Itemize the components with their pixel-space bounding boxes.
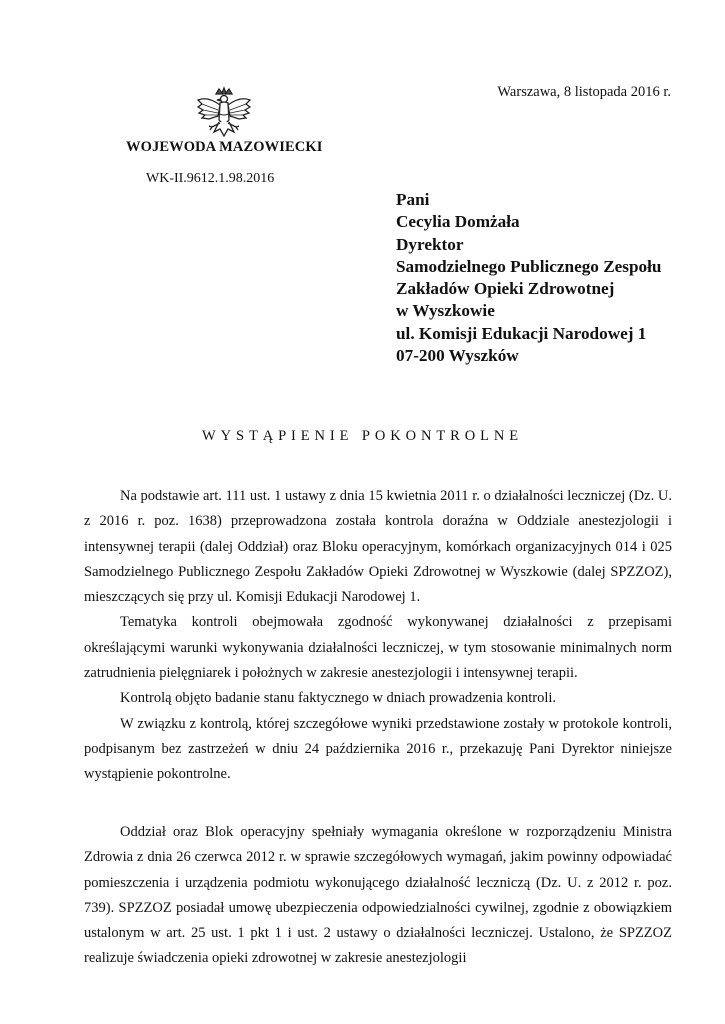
recipient-line: Cecylia Domżała bbox=[396, 212, 520, 232]
recipient-line: w Wyszkowie bbox=[396, 301, 495, 321]
recipient-address bbox=[396, 189, 661, 367]
recipient-line: Dyrektor bbox=[396, 234, 464, 254]
recipient-line: Zakładów Opieki Zdrowotnej bbox=[396, 279, 615, 299]
body-paragraph: W związku z kontrolą, której szczegółowe wyniki przedstawione zostały w protokole kontroli, podpisanym bez zastrzeżeń w dniu 24 października 2016 r., przekazuję Pani Dyrektor niniejsze wystąpienie pokontrolne. bbox=[84, 715, 672, 783]
body-paragraph: Kontrolą objęto badanie stanu faktycznego w dniach prowadzenia kontroli. bbox=[120, 690, 557, 707]
body-paragraph: Na podstawie art. 111 ust. 1 ustawy z dnia 15 kwietnia 2011 r. o działalności leczniczej (Dz. U. z 2016 r. poz. 1638) przeprowadzona została kontrola doraźna w Oddziale anestezjologii i intensywnej terapii (dalej Oddział) oraz Bloku operacyjnym, komórkach organizacyjnych 014 i 025 Samodzielnego Publicznego Zespołu Zakładów Opieki Zdrowotnej w Wyszkowie (dalej SPZZOZ), mieszczących się przy ul. Komisji Edukacji Narodowej 1. bbox=[84, 488, 672, 606]
recipient-line: Pani bbox=[396, 190, 430, 209]
reference-number: WK-II.9612.1.98.2016 bbox=[146, 171, 275, 186]
letter-date: Warszawa, 8 listopada 2016 r. bbox=[497, 84, 671, 100]
document-heading: WYSTĄPIENIE POKONTROLNE bbox=[202, 428, 523, 444]
document-body-continued bbox=[84, 820, 672, 972]
body-paragraph: Tematyka kontroli obejmowała zgodność wykonywanej działalności z przepisami określającymi warunki wykonywania działalności leczniczej, w tym stosowanie minimalnych norm zatrudnienia pielęgniarek i położnych w zakresie anestezjologii i intensywnej terapii. bbox=[84, 614, 672, 682]
recipient-line: Samodzielnego Publicznego Zespołu bbox=[396, 256, 662, 276]
authority-name: WOJEWODA MAZOWIECKI bbox=[126, 139, 323, 155]
recipient-line: 07-200 Wyszków bbox=[396, 346, 519, 366]
recipient-line: ul. Komisji Edukacji Narodowej 1 bbox=[396, 323, 647, 343]
document-body bbox=[84, 484, 672, 788]
body-paragraph: Oddział oraz Blok operacyjny spełniały wymagania określone w rozporządzeniu Ministra Zdrowia z dnia 26 czerwca 2012 r. w sprawie szczegółowych wymagań, jakim powinny odpowiadać pomieszczenia i urządzenia podmiotu wykonującego działalność leczniczą (Dz. U. z 2012 r. poz. 739). SPZZOZ posiadał umowę ubezpieczenia odpowiedzialności cywilnej, zgodnie z obowiązkiem ustalonym w art. 25 ust. 1 pkt 1 i ust. 2 ustawy o działalności leczniczej. Ustalono, że SPZZOZ realizuje świadczenia opieki zdrowotnej w zakresie anestezjologii bbox=[84, 824, 672, 967]
